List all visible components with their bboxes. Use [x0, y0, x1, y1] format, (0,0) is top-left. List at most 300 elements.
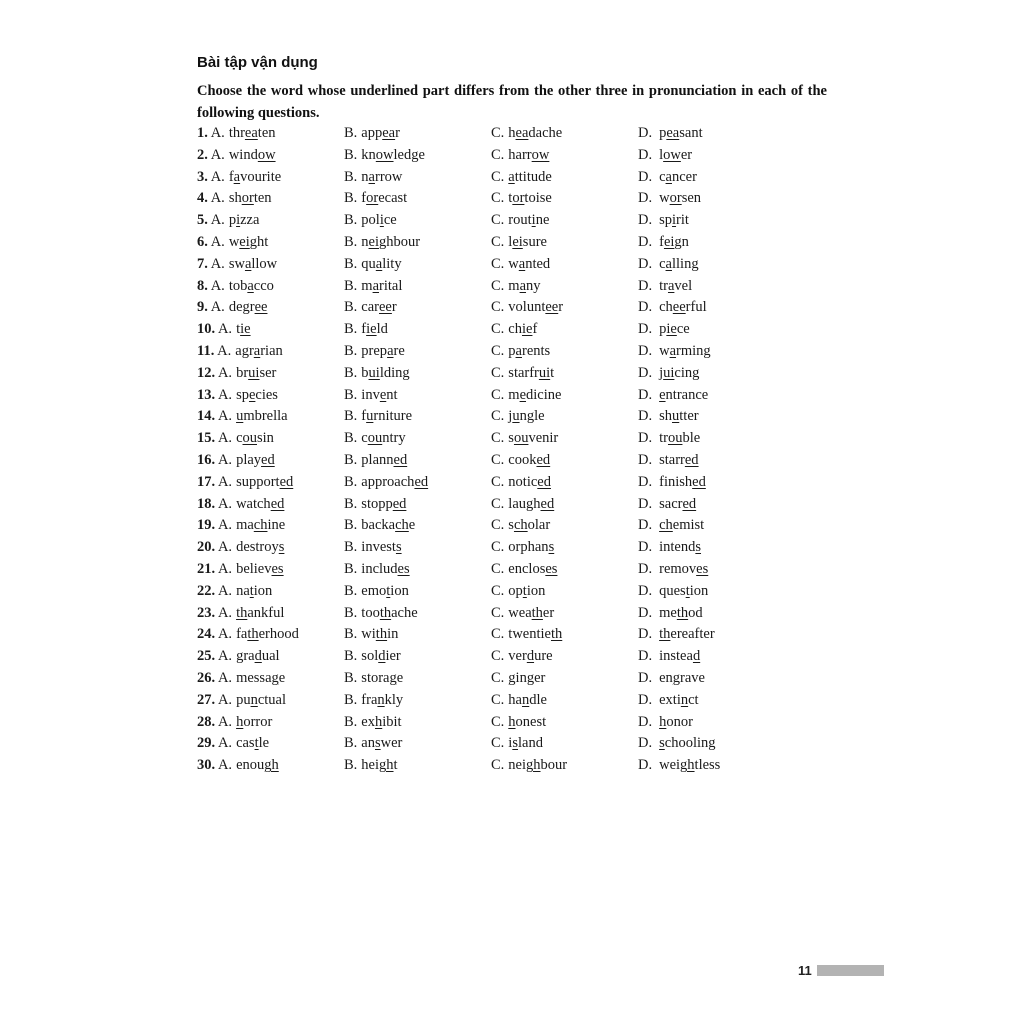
- option-word: [236, 365, 276, 381]
- word-prefix: s: [508, 430, 514, 447]
- option-word: [236, 452, 275, 468]
- word-suffix: sure: [522, 233, 547, 250]
- word-prefix: includ: [361, 560, 398, 577]
- word-prefix: p: [228, 212, 237, 229]
- word-prefix: l: [508, 233, 513, 250]
- word-prefix: exti: [659, 691, 681, 708]
- option-label: C.: [491, 146, 505, 163]
- option-word: [659, 474, 706, 490]
- word-prefix: tob: [228, 277, 248, 294]
- option-word: [508, 147, 549, 163]
- option-label: D.: [638, 604, 653, 621]
- underlined-part: ie: [240, 321, 251, 338]
- option-d: [638, 755, 720, 777]
- word-prefix: thr: [228, 125, 245, 141]
- question-row: [197, 297, 837, 319]
- option-label: D.: [638, 560, 653, 577]
- word-suffix: venir: [528, 430, 559, 447]
- option-label: D.: [638, 342, 653, 359]
- question-row: [197, 755, 837, 777]
- option-d: [638, 210, 689, 232]
- underlined-part: a: [508, 168, 515, 185]
- option-a: [197, 210, 259, 232]
- option-c: [491, 450, 550, 472]
- option-c: [491, 210, 549, 232]
- word-suffix: t: [550, 364, 555, 381]
- underlined-part: h: [236, 713, 244, 730]
- underlined-part: n: [521, 691, 530, 708]
- option-word: [508, 605, 554, 621]
- word-prefix: messa: [236, 669, 272, 686]
- question-row: [197, 254, 837, 276]
- option-c: [491, 145, 549, 167]
- word-prefix: c: [361, 430, 368, 447]
- question-row: [197, 450, 837, 472]
- option-label: A.: [217, 451, 233, 468]
- option-b: [344, 188, 407, 210]
- option-d: [638, 341, 711, 363]
- question-row: [197, 559, 837, 581]
- underlined-part: ed: [682, 495, 697, 512]
- question-row: [197, 472, 837, 494]
- underlined-part: th: [531, 604, 543, 621]
- option-word: [508, 234, 547, 250]
- word-suffix: rave: [680, 669, 705, 686]
- option-b: [344, 712, 402, 734]
- option-c: [491, 603, 554, 625]
- underlined-part: d: [378, 648, 386, 665]
- option-label: C.: [491, 233, 505, 250]
- option-b: [344, 167, 402, 189]
- option-c: [491, 341, 550, 363]
- underlined-part: ow: [663, 146, 681, 163]
- option-d: [638, 428, 700, 450]
- option-label: A.: [217, 364, 233, 381]
- option-d: [638, 472, 706, 494]
- page-number: 11: [798, 962, 812, 978]
- underlined-part: a: [244, 255, 252, 272]
- word-prefix: ques: [659, 582, 686, 599]
- option-label: A.: [217, 342, 232, 359]
- option-b: [344, 319, 388, 341]
- option-d: [638, 167, 697, 189]
- option-c: [491, 276, 541, 298]
- option-label: D.: [638, 277, 653, 294]
- option-word: [235, 343, 283, 359]
- option-a: [197, 363, 276, 385]
- option-label: C.: [491, 255, 505, 272]
- option-c: [491, 668, 545, 690]
- option-d: [638, 581, 708, 603]
- word-prefix: sp: [659, 212, 673, 229]
- option-label: D.: [638, 648, 653, 665]
- option-label: B.: [344, 430, 358, 447]
- word-prefix: ch: [508, 321, 522, 338]
- word-prefix: t: [236, 321, 241, 338]
- word-suffix: toise: [524, 190, 552, 207]
- option-label: C.: [491, 299, 505, 316]
- option-word: [659, 496, 696, 512]
- option-b: [344, 646, 401, 668]
- underlined-part: a: [368, 168, 375, 185]
- word-prefix: wea: [508, 604, 532, 621]
- word-prefix: cas: [236, 735, 255, 752]
- question-number: 15.: [197, 430, 216, 447]
- underlined-part: es: [545, 560, 558, 577]
- word-prefix: sp: [236, 386, 249, 403]
- word-prefix: en: [659, 669, 673, 686]
- option-label: D.: [638, 451, 653, 468]
- word-suffix: ten: [253, 190, 272, 207]
- option-label: D.: [638, 495, 653, 512]
- underlined-part: ei: [663, 233, 675, 250]
- word-prefix: cook: [508, 451, 537, 468]
- word-prefix: na: [236, 582, 250, 599]
- option-d: [638, 603, 703, 625]
- option-word: [508, 670, 545, 686]
- word-suffix: ntry: [382, 430, 406, 447]
- underlined-part: s: [374, 735, 381, 752]
- option-label: C.: [491, 648, 505, 665]
- option-word: [236, 714, 272, 730]
- word-prefix: op: [508, 582, 523, 599]
- option-word: [236, 496, 284, 512]
- question-number: 26.: [197, 669, 216, 686]
- word-suffix: ny: [526, 277, 541, 294]
- option-label: B.: [344, 582, 358, 599]
- underlined-part: a: [233, 168, 241, 185]
- word-prefix: p: [659, 321, 667, 338]
- option-label: A.: [217, 691, 233, 708]
- underlined-part: ed: [536, 451, 551, 468]
- word-suffix: ce: [383, 212, 397, 229]
- word-suffix: rian: [260, 342, 283, 359]
- question-row: [197, 668, 837, 690]
- underlined-part: ea: [666, 125, 680, 141]
- option-word: [659, 190, 701, 206]
- word-suffix: ibit: [382, 713, 402, 730]
- word-prefix: f: [361, 321, 367, 338]
- underlined-part: i: [236, 212, 241, 229]
- underlined-part: ea: [382, 125, 396, 141]
- option-a: [197, 167, 281, 189]
- option-word: [236, 735, 269, 751]
- option-label: C.: [491, 342, 505, 359]
- option-d: [638, 537, 701, 559]
- option-word: [361, 452, 407, 468]
- option-label: B.: [344, 560, 358, 577]
- word-suffix: ne: [535, 212, 550, 229]
- option-label: C.: [491, 408, 505, 425]
- option-b: [344, 733, 402, 755]
- option-a: [197, 559, 284, 581]
- option-word: [659, 735, 715, 751]
- question-row: [197, 123, 837, 145]
- option-d: [638, 297, 707, 319]
- underlined-part: h: [508, 713, 516, 730]
- option-word: [361, 343, 404, 359]
- option-c: [491, 581, 545, 603]
- word-suffix: od: [688, 604, 703, 621]
- option-word: [236, 539, 284, 555]
- word-prefix: enou: [236, 757, 265, 774]
- word-suffix: r: [391, 299, 397, 316]
- underlined-part: ch: [659, 517, 673, 534]
- option-word: [508, 212, 549, 228]
- option-word: [236, 670, 285, 686]
- option-word: [508, 583, 545, 599]
- option-word: [361, 561, 409, 577]
- question-row: [197, 210, 837, 232]
- question-row: [197, 603, 837, 625]
- underlined-part: g: [672, 669, 681, 686]
- option-label: C.: [491, 190, 505, 207]
- underlined-part: ie: [366, 321, 377, 338]
- option-c: [491, 297, 563, 319]
- word-prefix: c: [659, 255, 666, 272]
- word-suffix: orror: [243, 713, 273, 730]
- option-label: C.: [491, 560, 505, 577]
- question-number: 24.: [197, 626, 216, 643]
- option-word: [659, 387, 708, 403]
- option-label: C.: [491, 757, 505, 774]
- underlined-part: a: [665, 168, 672, 185]
- underlined-part: th: [236, 604, 248, 621]
- option-label: D.: [638, 669, 653, 686]
- option-b: [344, 406, 412, 428]
- option-label: A.: [210, 255, 225, 272]
- option-word: [361, 692, 403, 708]
- word-prefix: n: [361, 168, 369, 185]
- word-suffix: ble: [682, 430, 701, 447]
- underlined-part: th: [659, 626, 671, 643]
- word-prefix: me: [659, 604, 677, 621]
- question-row: [197, 188, 837, 210]
- option-a: [197, 123, 276, 145]
- word-suffix: ual: [261, 648, 280, 665]
- option-word: [236, 387, 278, 403]
- option-label: A.: [217, 473, 233, 490]
- word-suffix: gn: [674, 233, 689, 250]
- option-label: D.: [638, 190, 653, 207]
- option-label: A.: [210, 212, 225, 229]
- option-word: [229, 147, 276, 163]
- question-number: 14.: [197, 408, 216, 425]
- word-suffix: chooling: [664, 735, 716, 752]
- word-suffix: ngle: [519, 408, 545, 425]
- word-suffix: ion: [689, 582, 709, 599]
- word-suffix: ache: [391, 604, 418, 621]
- underlined-part: es: [397, 560, 410, 577]
- underlined-part: g: [508, 669, 516, 686]
- underlined-part: s: [548, 539, 555, 556]
- option-label: C.: [491, 168, 505, 185]
- option-label: A.: [217, 648, 233, 665]
- option-label: A.: [217, 560, 233, 577]
- option-label: A.: [210, 277, 225, 294]
- underlined-part: th: [247, 626, 259, 643]
- option-a: [197, 145, 276, 167]
- question-row: [197, 385, 837, 407]
- word-suffix: rrow: [374, 168, 403, 185]
- option-b: [344, 559, 410, 581]
- option-word: [236, 321, 251, 337]
- option-label: B.: [344, 517, 358, 534]
- word-suffix: mbrella: [243, 408, 288, 425]
- option-label: D.: [638, 321, 653, 338]
- option-b: [344, 494, 406, 516]
- option-word: [229, 299, 268, 315]
- option-label: B.: [344, 168, 358, 185]
- option-word: [659, 408, 698, 424]
- option-c: [491, 515, 550, 537]
- question-row: [197, 515, 837, 537]
- underlined-part: t: [685, 582, 690, 599]
- question-row: [197, 145, 837, 167]
- option-word: [236, 605, 284, 621]
- option-b: [344, 363, 410, 385]
- underlined-part: ee: [545, 299, 559, 316]
- option-label: B.: [344, 212, 358, 229]
- option-c: [491, 363, 554, 385]
- word-prefix: f: [228, 168, 234, 185]
- underlined-part: a: [372, 277, 380, 294]
- option-word: [508, 539, 554, 555]
- question-number: 12.: [197, 364, 216, 381]
- underlined-part: n: [250, 691, 258, 708]
- question-list: [197, 123, 837, 777]
- question-row: [197, 733, 837, 755]
- option-word: [361, 517, 415, 533]
- word-prefix: orphan: [508, 539, 549, 556]
- question-number: 3.: [197, 168, 208, 185]
- word-prefix: nei: [508, 757, 527, 774]
- question-row: [197, 167, 837, 189]
- word-prefix: pu: [236, 691, 251, 708]
- option-b: [344, 232, 420, 254]
- option-word: [236, 626, 299, 642]
- option-a: [197, 712, 272, 734]
- word-suffix: ctual: [257, 691, 286, 708]
- word-prefix: w: [508, 255, 519, 272]
- option-label: B.: [344, 408, 358, 425]
- word-suffix: re: [393, 342, 405, 359]
- underlined-part: g: [389, 669, 397, 686]
- option-label: D.: [638, 517, 653, 534]
- underlined-part: ch: [395, 517, 409, 534]
- word-suffix: r: [558, 299, 564, 316]
- option-label: A.: [217, 408, 233, 425]
- underlined-part: e: [659, 386, 666, 403]
- underlined-part: ow: [375, 146, 394, 163]
- underlined-part: ui: [663, 364, 675, 381]
- option-b: [344, 755, 398, 777]
- question-number: 20.: [197, 539, 216, 556]
- underlined-part: s: [659, 735, 665, 752]
- word-suffix: dle: [529, 691, 547, 708]
- word-prefix: backa: [361, 517, 396, 534]
- option-d: [638, 319, 690, 341]
- option-label: B.: [344, 451, 358, 468]
- underlined-part: th: [379, 604, 392, 621]
- option-word: [236, 408, 288, 424]
- question-number: 2.: [197, 146, 208, 163]
- option-a: [197, 668, 285, 690]
- underlined-part: ed: [537, 473, 551, 490]
- question-row: [197, 232, 837, 254]
- instructions: Choose the word whose underlined part differs from the other three in pronunciation in each of the following questions.: [197, 83, 827, 121]
- underlined-part: ui: [248, 364, 260, 381]
- option-word: [236, 648, 279, 664]
- question-number: 22.: [197, 582, 216, 599]
- option-a: [197, 515, 285, 537]
- word-prefix: play: [236, 451, 262, 468]
- option-word: [508, 430, 558, 446]
- word-prefix: emo: [361, 582, 387, 599]
- option-a: [197, 755, 279, 777]
- word-prefix: gra: [236, 648, 255, 665]
- option-c: [491, 254, 550, 276]
- word-prefix: c: [659, 168, 666, 185]
- option-word: [508, 452, 550, 468]
- underlined-part: ow: [257, 146, 276, 163]
- option-c: [491, 385, 561, 407]
- question-number: 27.: [197, 691, 216, 708]
- underlined-part: ed: [270, 495, 285, 512]
- underlined-part: ou: [367, 430, 383, 447]
- word-suffix: lity: [382, 255, 402, 272]
- word-suffix: ncer: [671, 168, 697, 185]
- option-label: C.: [491, 212, 505, 229]
- question-number: 5.: [197, 212, 208, 229]
- underlined-part: ed: [279, 473, 294, 490]
- word-prefix: fa: [236, 626, 248, 643]
- word-suffix: zza: [240, 212, 260, 229]
- word-suffix: er: [542, 604, 555, 621]
- option-word: [659, 605, 703, 621]
- question-row: [197, 341, 837, 363]
- option-d: [638, 712, 693, 734]
- underlined-part: i: [531, 212, 536, 229]
- option-d: [638, 690, 699, 712]
- word-prefix: sh: [659, 408, 673, 425]
- word-prefix: believ: [236, 560, 272, 577]
- question-number: 16.: [197, 451, 216, 468]
- option-word: [659, 561, 708, 577]
- option-a: [197, 406, 288, 428]
- option-word: [361, 670, 403, 686]
- option-word: [508, 321, 537, 337]
- word-suffix: t: [393, 757, 398, 774]
- word-suffix: tless: [694, 757, 721, 774]
- underlined-part: ow: [531, 146, 550, 163]
- question-row: [197, 276, 837, 298]
- question-row: [197, 494, 837, 516]
- option-word: [659, 714, 693, 730]
- option-c: [491, 690, 547, 712]
- option-label: B.: [344, 691, 358, 708]
- option-label: D.: [638, 713, 653, 730]
- question-row: [197, 690, 837, 712]
- word-prefix: f: [361, 190, 367, 207]
- word-prefix: stopp: [361, 495, 393, 512]
- option-word: [659, 256, 698, 272]
- option-label: D.: [638, 125, 653, 141]
- option-word: [361, 234, 420, 250]
- underlined-part: n: [377, 691, 385, 708]
- underlined-part: t: [249, 582, 254, 599]
- option-d: [638, 494, 696, 516]
